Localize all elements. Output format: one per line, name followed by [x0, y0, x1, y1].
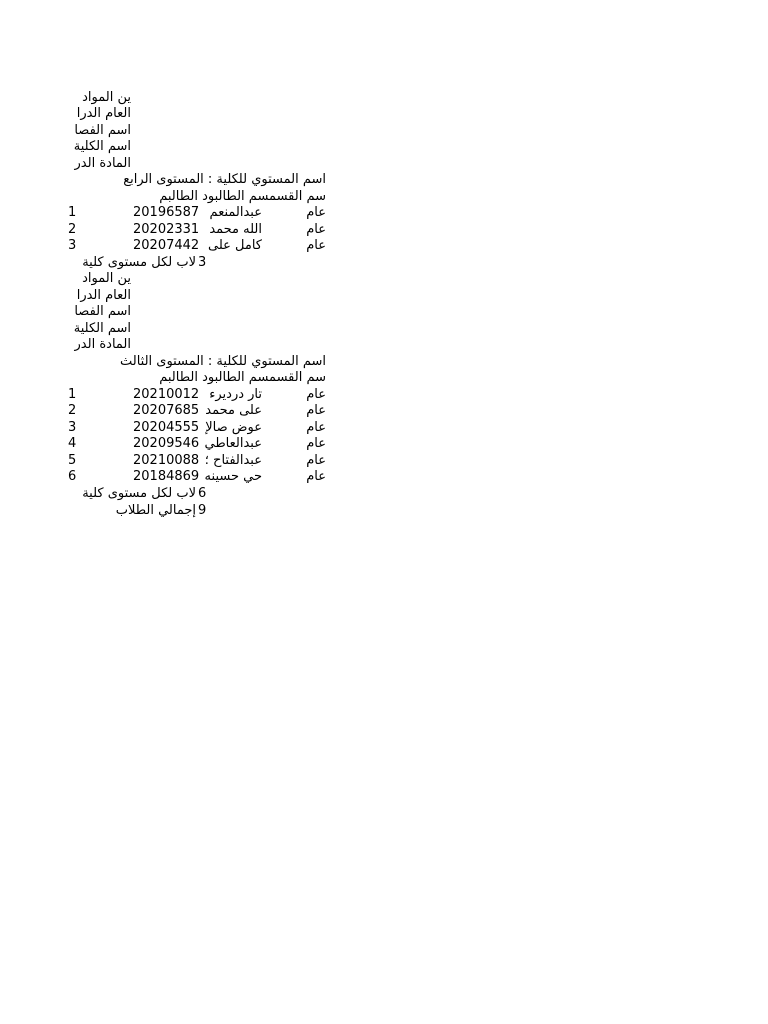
total-students-label: إجمالي الطلاب	[115, 503, 196, 518]
level-count-label: لاب لكل مستوى كلية	[82, 486, 196, 501]
label-subject: المادة الدر	[74, 156, 131, 171]
label-college: اسم الكلية	[73, 321, 131, 336]
row-seq: 2	[68, 222, 77, 237]
row-seq: 1	[68, 205, 77, 220]
row-department: عام	[306, 387, 326, 402]
row-seq: 3	[68, 238, 77, 253]
label-college: اسم الكلية	[73, 139, 131, 154]
row-seq: 1	[68, 387, 77, 402]
label-subject: المادة الدر	[74, 337, 131, 352]
label-semester: اسم الفصا	[74, 304, 131, 319]
row-department: عام	[306, 222, 326, 237]
row-student-name: الله محمد	[209, 222, 262, 237]
level-count-value: 3	[198, 255, 207, 270]
row-student-name: على محمد	[205, 403, 262, 418]
row-department: عام	[306, 205, 326, 220]
label-materials: ين المواد	[82, 271, 131, 286]
row-student-id: 20184869	[133, 469, 199, 484]
label-semester: اسم الفصا	[74, 123, 131, 138]
row-department: عام	[306, 436, 326, 451]
row-student-id: 20204555	[133, 420, 199, 435]
row-student-id: 20210012	[133, 387, 199, 402]
row-seq: 2	[68, 403, 77, 418]
row-student-id: 20210088	[133, 453, 199, 468]
row-student-name: عوض صالإ	[205, 420, 262, 435]
row-department: عام	[306, 453, 326, 468]
label-materials: ين المواد	[82, 90, 131, 105]
label-academic-year: العام الدرا	[76, 106, 131, 121]
row-department: عام	[306, 403, 326, 418]
level-count-label: لاب لكل مستوى كلية	[82, 255, 196, 270]
label-academic-year: العام الدرا	[76, 288, 131, 303]
row-student-id: 20207442	[133, 238, 199, 253]
row-student-id: 20209546	[133, 436, 199, 451]
table-header: سم القسمسم الطالبود الطالبم	[159, 370, 326, 385]
total-students-value: 9	[198, 503, 207, 518]
row-student-name: عبدالفتاح ؛	[204, 453, 262, 468]
row-student-name: عبدالعاطي	[204, 436, 262, 451]
row-student-id: 20202331	[133, 222, 199, 237]
row-student-name: حي حسينه	[204, 469, 262, 484]
row-student-id: 20207685	[133, 403, 199, 418]
row-department: عام	[306, 469, 326, 484]
level-title: اسم المستوي للكلية : المستوى الثالث	[119, 354, 326, 369]
row-department: عام	[306, 238, 326, 253]
row-seq: 4	[68, 436, 77, 451]
row-student-name: تار درديرء	[209, 387, 262, 402]
level-title: اسم المستوي للكلية : المستوى الرابع	[123, 172, 326, 187]
row-seq: 3	[68, 420, 77, 435]
row-student-name: كامل على	[208, 238, 262, 253]
row-student-id: 20196587	[133, 205, 199, 220]
table-header: سم القسمسم الطالبود الطالبم	[159, 189, 326, 204]
row-seq: 6	[68, 469, 77, 484]
level-count-value: 6	[198, 486, 207, 501]
row-department: عام	[306, 420, 326, 435]
row-student-name: عبدالمنعم	[209, 205, 262, 220]
row-seq: 5	[68, 453, 77, 468]
